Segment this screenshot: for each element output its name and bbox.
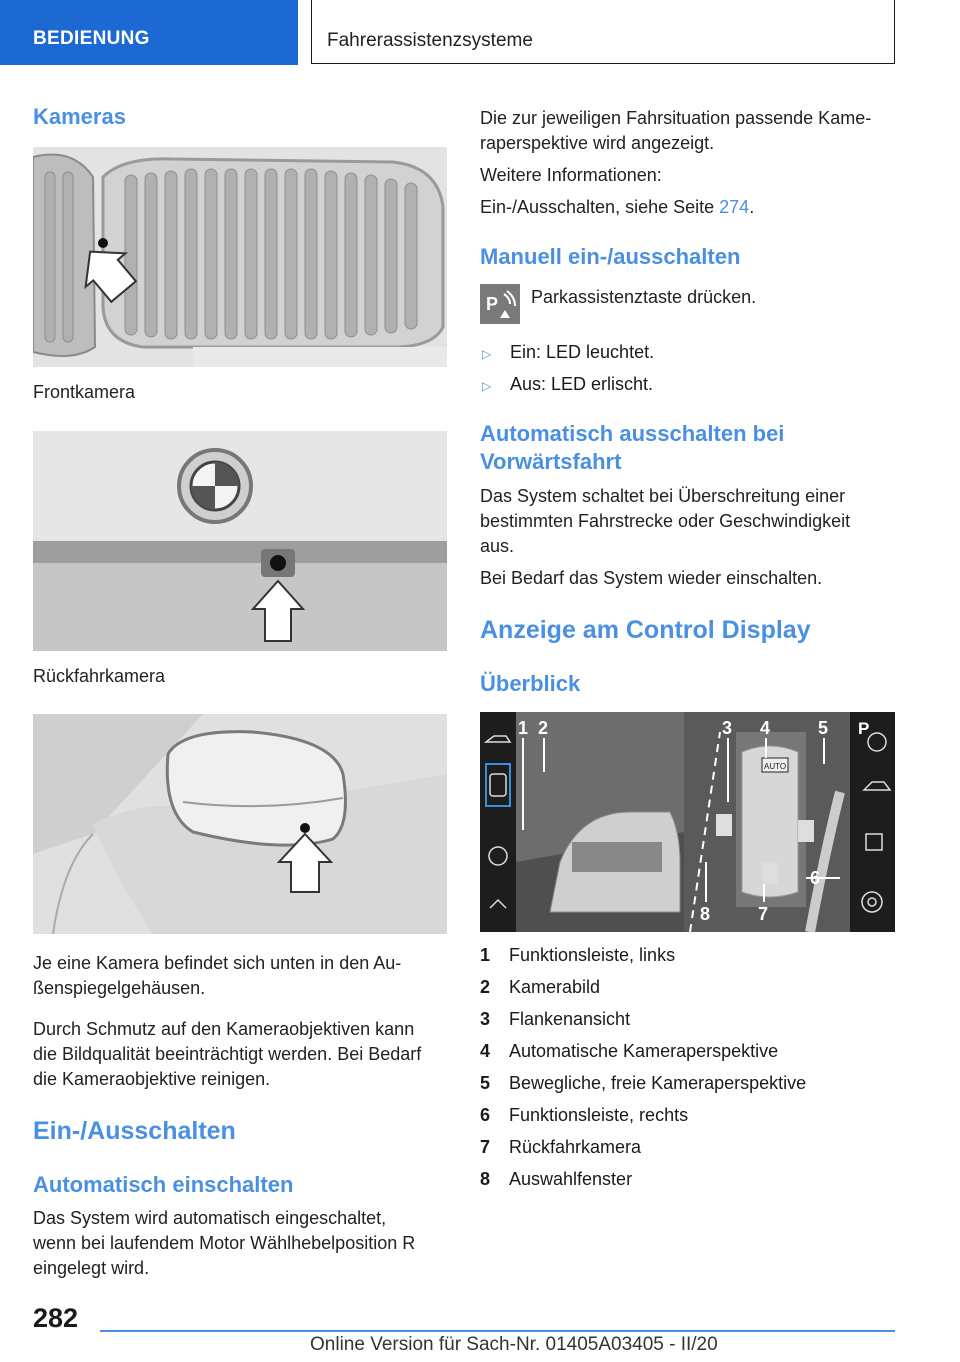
reference-text: Ein-/Ausschalten, siehe Seite: [480, 197, 720, 217]
caption-rear-camera: Rückfahrkamera: [33, 666, 166, 686]
legend-num-6: 6: [480, 1105, 491, 1125]
bullet-aus-text: Aus: LED erlischt.: [510, 374, 654, 394]
screen-p-label: P: [858, 719, 870, 738]
triangle-icon: ▷: [482, 347, 492, 361]
paragraph-vorwaerts-3: aus.: [480, 536, 515, 556]
triangle-icon: ▷: [482, 379, 492, 393]
paragraph-dirt-2: die Bildqualität beeinträchtigt werden. Bei Bedarf: [33, 1044, 422, 1064]
legend-label-8: Auswahlfenster: [509, 1169, 633, 1189]
legend-num-3: 3: [480, 1009, 491, 1029]
callout-4: 4: [760, 718, 771, 738]
chapter-title: Fahrerassistenzsysteme: [327, 30, 533, 51]
legend-label-5: Bewegliche, freie Kameraperspektive: [509, 1073, 807, 1093]
paragraph-dirt-3: die Kameraobjektive reinigen.: [33, 1069, 271, 1089]
heading-manuell: Manuell ein-/ausschalten: [480, 244, 741, 269]
legend-num-7: 7: [480, 1137, 491, 1157]
heading-ueberblick: Überblick: [480, 671, 581, 696]
svg-text:P: P: [486, 294, 499, 314]
paragraph-info: Weitere Informationen:: [480, 165, 662, 185]
chapter-box: [311, 0, 895, 64]
footer-divider: [100, 1330, 895, 1332]
paragraph-auto-3: eingelegt wird.: [33, 1258, 150, 1278]
legend-label-1: Funktionsleiste, links: [509, 945, 676, 965]
section-title: BEDIENUNG: [33, 28, 150, 49]
paragraph-vorwaerts-1: Das System schaltet bei Überschreitung einer: [480, 486, 846, 506]
paragraph-dirt-1: Durch Schmutz auf den Kameraobjektiven kann: [33, 1019, 415, 1039]
heading-kameras: Kameras: [33, 104, 126, 129]
reference-suffix: .: [749, 197, 755, 217]
legend-label-3: Flankenansicht: [509, 1009, 631, 1029]
auto-badge: AUTO: [764, 762, 787, 771]
paragraph-reference: [480, 195, 754, 220]
legend-num-2: 2: [480, 977, 491, 997]
paragraph-auto-2: wenn bei laufendem Motor Wählhebelposition R: [33, 1233, 416, 1253]
callout-5: 5: [818, 718, 829, 738]
bullet-ein: [482, 339, 782, 365]
figure-front-camera: [33, 147, 447, 367]
heading-anzeige: Anzeige am Control Display: [480, 616, 811, 644]
figure-rear-camera: [33, 431, 447, 651]
heading-vorwaerts-1: Automatisch ausschalten bei: [480, 421, 785, 446]
paragraph-mirror-1: Je eine Kamera befindet sich unten in den Au‐: [33, 953, 402, 973]
paragraph-vorwaerts-2: bestimmten Fahrstrecke oder Geschwindigkeit: [480, 511, 851, 531]
paragraph-perspective-2: raperspektive wird angezeigt.: [480, 133, 715, 153]
caption-front-camera: Frontkamera: [33, 382, 136, 402]
paragraph-mirror-2: ßenspiegelgehäusen.: [33, 978, 206, 998]
paragraph-taste: Parkassistenztaste drücken.: [531, 287, 757, 307]
legend-num-4: 4: [480, 1041, 491, 1061]
legend-label-4: Automatische Kameraperspektive: [509, 1041, 779, 1061]
section-tab: [0, 0, 298, 65]
page-number: 282: [33, 1303, 79, 1333]
legend-label-6: Funktionsleiste, rechts: [509, 1105, 689, 1125]
legend-label-2: Kamerabild: [509, 977, 601, 997]
paragraph-perspective-1: Die zur jeweiligen Fahrsituation passende Kame‐: [480, 108, 872, 128]
paragraph-auto-1: Das System wird automatisch eingeschaltet,: [33, 1208, 387, 1228]
callout-7: 7: [758, 904, 769, 924]
legend-num-5: 5: [480, 1073, 491, 1093]
callout-8: 8: [700, 904, 711, 924]
bullet-ein-text: Ein: LED leuchtet.: [510, 342, 655, 362]
bullet-aus: [482, 371, 782, 397]
heading-automatisch-einschalten: Automatisch einschalten: [33, 1172, 294, 1197]
legend-label-7: Rückfahrkamera: [509, 1137, 642, 1157]
paragraph-bedarf: Bei Bedarf das System wieder einschalten.: [480, 568, 823, 588]
figure-control-display: [480, 712, 895, 932]
page-link-274[interactable]: 274: [719, 197, 750, 217]
callout-3: 3: [722, 718, 733, 738]
legend-num-8: 8: [480, 1169, 491, 1189]
callout-6: 6: [810, 868, 821, 888]
figure-mirror-camera: [33, 714, 447, 934]
callout-1: 1: [518, 718, 529, 738]
heading-ein-ausschalten: Ein-/Ausschalten: [33, 1117, 236, 1145]
footer-online-version: Online Version für Sach-Nr. 01405A03405 - II/20: [310, 1334, 718, 1355]
callout-2: 2: [538, 718, 549, 738]
legend-num-1: 1: [480, 945, 491, 965]
heading-vorwaerts-2: Vorwärtsfahrt: [480, 449, 622, 474]
park-assist-button-icon: [480, 284, 520, 324]
